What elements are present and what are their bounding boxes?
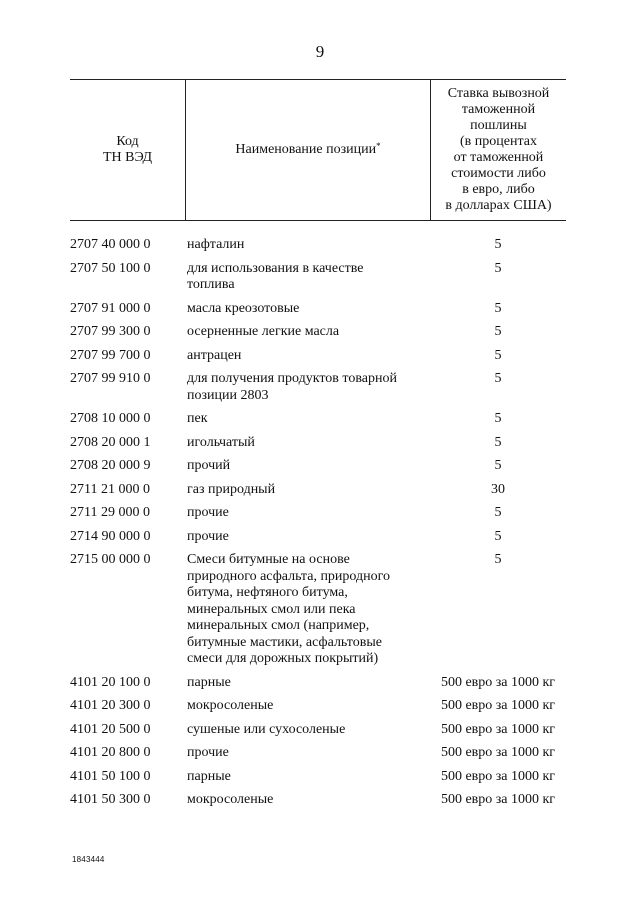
row-rate: 500 евро за 1000 кг (440, 792, 556, 807)
row-name: антрацен (187, 347, 242, 363)
tariff-table (70, 79, 566, 807)
row-rate: 5 (494, 300, 502, 316)
table-row (70, 301, 566, 318)
row-code: 2707 50 100 0 (70, 260, 151, 276)
row-name: мокросоленые (187, 792, 274, 807)
row-code: 2708 20 000 1 (70, 434, 151, 450)
table-row (70, 698, 566, 715)
row-name: парные (187, 674, 231, 690)
row-name: газ природный (187, 481, 276, 497)
row-rate: 5 (494, 434, 502, 450)
row-name: игольчатый (187, 434, 255, 450)
row-name: парные (187, 768, 231, 784)
table-row (70, 722, 566, 739)
row-rate: 5 (494, 237, 502, 252)
row-code: 2707 99 910 0 (70, 371, 151, 386)
header-rate: Ставка вывозной таможенной пошлины (в процентах от таможенной стоимости либо в евро, либо в долларах США) (445, 86, 552, 213)
table-row (70, 411, 566, 428)
row-rate: 500 евро за 1000 кг (440, 698, 556, 713)
row-rate: 5 (494, 458, 502, 473)
table-row (70, 371, 566, 404)
row-name: масла креозотовые (187, 300, 300, 316)
row-code: 4101 20 500 0 (70, 721, 151, 737)
header-code: Код ТН ВЭД (102, 134, 153, 165)
table-body (70, 237, 566, 816)
row-rate: 5 (494, 371, 502, 386)
header-name (235, 142, 380, 158)
table-row (70, 435, 566, 452)
header-rate-cell (430, 80, 566, 220)
row-name: для использования в качестве топлива (187, 260, 364, 292)
row-code: 4101 20 800 0 (70, 745, 151, 760)
table-row (70, 745, 566, 762)
table-header (70, 79, 566, 221)
table-row (70, 237, 566, 254)
table-row (70, 769, 566, 786)
row-code: 2711 21 000 0 (70, 481, 150, 497)
row-name: прочие (187, 505, 229, 520)
row-rate: 5 (494, 411, 502, 426)
row-name: прочие (187, 745, 229, 760)
row-rate: 500 евро за 1000 кг (440, 745, 556, 760)
row-rate: 5 (494, 347, 502, 363)
row-code: 4101 50 300 0 (70, 792, 151, 807)
table-row (70, 482, 566, 499)
row-code: 4101 50 100 0 (70, 768, 151, 784)
row-code: 2707 40 000 0 (70, 237, 151, 252)
row-name: пек (187, 411, 208, 426)
row-name: для получения продуктов товарной позиции 2803 (187, 371, 397, 403)
table-row (70, 348, 566, 365)
table-row (70, 324, 566, 341)
header-code-cell (70, 80, 185, 220)
row-code: 4101 20 300 0 (70, 698, 151, 713)
row-name: мокросоленые (187, 698, 274, 713)
document-id: 1843444 (72, 855, 105, 864)
footnote-mark: * (376, 141, 381, 151)
table-row (70, 505, 566, 522)
row-code: 4101 20 100 0 (70, 674, 151, 690)
page-number: 9 (315, 42, 325, 61)
row-name: сушеные или сухосоленые (187, 721, 346, 737)
row-code: 2714 90 000 0 (70, 528, 151, 544)
row-code: 2708 20 000 9 (70, 458, 151, 473)
row-code: 2708 10 000 0 (70, 411, 151, 426)
row-name: прочий (187, 458, 231, 473)
row-rate: 500 евро за 1000 кг (440, 674, 556, 690)
table-row (70, 675, 566, 692)
row-name: Смеси битумные на основе природного асфальта, природного битума, нефтяного битума, минеральных смол или пека минеральных смол (например, битумные мастики, асфальтовые смеси для дорожных покрытий) (187, 552, 391, 666)
row-code: 2707 99 700 0 (70, 347, 151, 363)
table-row (70, 529, 566, 546)
row-rate: 5 (494, 324, 502, 339)
row-rate: 5 (494, 505, 502, 520)
row-code: 2715 00 000 0 (70, 552, 151, 567)
row-name: осерненные легкие масла (187, 324, 340, 339)
row-rate: 500 евро за 1000 кг (440, 768, 556, 784)
row-code: 2711 29 000 0 (70, 505, 150, 520)
row-rate: 30 (491, 481, 505, 497)
row-name: прочие (187, 528, 229, 544)
table-row (70, 792, 566, 809)
row-name: нафталин (187, 237, 245, 252)
row-code: 2707 91 000 0 (70, 300, 151, 316)
header-name-cell (185, 80, 430, 220)
table-row (70, 552, 566, 668)
row-code: 2707 99 300 0 (70, 324, 151, 339)
row-rate: 5 (494, 528, 502, 544)
row-rate: 5 (494, 552, 502, 567)
row-rate: 500 евро за 1000 кг (440, 721, 556, 737)
row-rate: 5 (494, 260, 502, 276)
header-name-text: Наименование позиции (235, 142, 377, 157)
table-row (70, 458, 566, 475)
table-row (70, 261, 566, 294)
